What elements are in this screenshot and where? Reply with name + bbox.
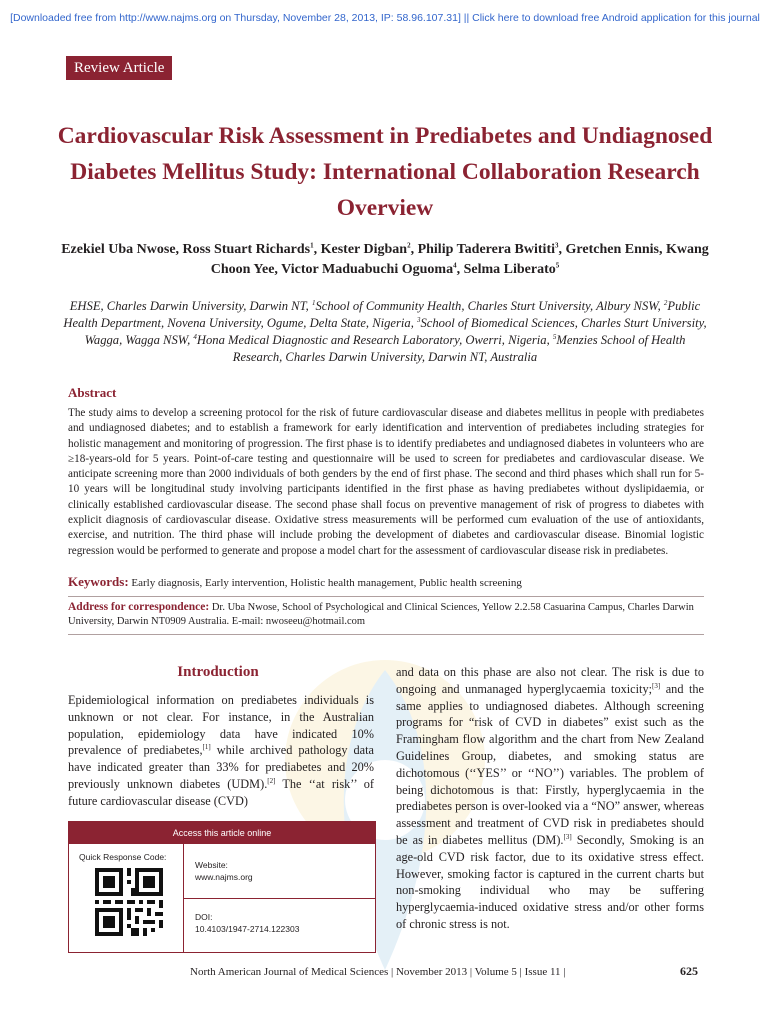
author-list <box>40 240 730 280</box>
affiliation-text: Public Health Department, Novena University, Ogume, Delta State, Nigeria, <box>63 299 701 330</box>
access-box-title: Access this article online <box>69 822 375 844</box>
author-text: , Philip Taderera Bwititi <box>410 242 556 257</box>
article-type-badge: Review Article <box>66 56 172 80</box>
affiliation-text: EHSE, Charles Darwin University, Darwin NT, <box>69 299 312 313</box>
citation[interactable]: [2] <box>267 776 276 785</box>
affiliations <box>60 298 710 366</box>
intro-text: and the same applies to undiagnosed diabetes. Although screening programs for “risk of CVD in diabetes” exist such as the Framingham flow algorithm and the chart from New Zealand Guidelines Group, diabetes, and smoking status are dichotomous (‘‘YES’’ or ‘‘NO’’) variables. The problem of being dichotomous is that: Firstly, hyperglycaemia in the prediabetes person is over-looked via a “NO” answer, whereas assessment and treatment of CVD risk in prediabetes should be as in diabetes mellitus (DM). <box>396 681 704 847</box>
author-affil-mark: 2 <box>407 241 411 250</box>
divider <box>68 634 704 635</box>
citation[interactable]: [3] <box>652 681 661 690</box>
intro-text: Epidemiological information on prediabetes individuals is unknown or not clear. For instance, in the Australian population, epidemiology data have indicated 10% prevalence of prediabetes, <box>68 693 374 758</box>
qr-code-icon <box>95 868 163 936</box>
website-link[interactable]: www.najms.org <box>195 872 253 882</box>
author-affil-mark: 3 <box>555 241 559 250</box>
author-text: Ezekiel Uba Nwose, Ross Stuart Richards <box>61 242 311 257</box>
affiliation-mark: 3 <box>417 315 421 324</box>
intro-text: while archived pathology data have indicated greater than 33% for prediabetes and 20% previously unknown diabetes (UDM). <box>68 743 374 791</box>
page-number: 625 <box>680 964 698 978</box>
introduction-heading: Introduction <box>177 664 259 680</box>
keywords <box>68 574 708 590</box>
intro-text: Secondly, Smoking is an age-old CVD risk factor, due to its oxidative stress effect. However, smoking factor is captured in the current charts but non-smoking individual who may be suffering hyperglycaemia-induced oxidative stress and/or other forms of chronic stress is not. <box>396 832 705 931</box>
qr-code[interactable] <box>95 868 163 936</box>
correspondence-address <box>68 600 704 629</box>
correspondence-label: Address for correspondence: <box>68 601 210 613</box>
qr-label: Quick Response Code: <box>79 852 167 862</box>
abstract-body: The study aims to develop a screening protocol for the risk of future cardiovascular disease and diabetes mellitus in people with prediabetes and undiagnosed diabetes; and to establish a framework for early identification and intervention of prediabetes including strategies for holistic management and monitoring of progression. The first phase is to identify prediabetes and undiagnosed diabetes in volunteers who are ≥18-years-old for 5 years. Point-of-care testing and questionnaire will be used to screen for prediabetes and cardiovascular disease. We anticipate screening more than 2000 individuals of both genders by the end of first phase. The second and third phases which shall run for 5-10 years will be longitudinal study involving participants identified in the first phase as having prediabetes without dyslipidaemia, or clinically established cardiovascular disease. The second phase shall focus on preventive management of risk of progress to diabetes with explicit diagnosis of cardiovascular disease. Oxidative stress measurements will be performed cum evaluation of the use of antioxidants, exercise, and nutrition. The third phase will include probing the development of diabetes and cardiovascular disease. Binomial logistic regression would be performed to generate and propose a model chart for the assessment of cardiovascular disease risk in prediabetes. <box>68 407 704 557</box>
citation[interactable]: [1] <box>202 743 211 752</box>
affiliation-text: Hona Medical Diagnostic and Research Laboratory, Owerri, Nigeria, <box>196 333 553 347</box>
author-affil-mark: 4 <box>453 261 457 270</box>
divider <box>68 596 704 597</box>
citation[interactable]: [3] <box>563 832 572 841</box>
affiliation-mark: 1 <box>311 298 316 307</box>
doi-link[interactable]: 10.4103/1947-2714.122303 <box>195 924 300 934</box>
affiliation-mark: 2 <box>663 298 668 307</box>
author-text: , Gretchen Ennis, Kwang Choon Yee, Victor Maduabuchi Oguoma <box>210 242 709 277</box>
author-affil-mark: 1 <box>310 241 314 250</box>
correspondence-text: Dr. Uba Nwose, School of Psychological and Clinical Sciences, Yellow 2.2.58 Casuarina Campus, Charles Darwin University, Darwin NT0909 Australia. E-mail: nwoseeu@hotmail.com <box>68 602 694 627</box>
doi-label: DOI: <box>195 912 213 922</box>
intro-left-column <box>68 692 374 810</box>
website-label: Website: <box>195 860 228 870</box>
download-banner[interactable]: [Downloaded free from http://www.najms.org on Thursday, November 28, 2013, IP: 58.96.107.31] || Click here to download free Android application for this journal <box>10 12 760 24</box>
affiliation-mark: 4 <box>193 332 197 341</box>
affiliation-text: School of Community Health, Charles Sturt University, Albury NSW, <box>315 299 664 313</box>
keywords-text: Early diagnosis, Early intervention, Holistic health management, Public health screening <box>128 577 522 589</box>
affiliation-text: Menzies School of Health Research, Charles Darwin University, Darwin NT, Australia <box>232 333 686 364</box>
author-text: , Selma Liberato <box>456 262 556 277</box>
journal-footer: North American Journal of Medical Sciences | November 2013 | Volume 5 | Issue 11 | <box>190 966 566 978</box>
intro-text: The ‘‘at risk’’ of future cardiovascular disease (CVD) <box>68 776 375 808</box>
author-text: , Kester Digban <box>313 242 408 257</box>
intro-right-column <box>396 664 704 933</box>
intro-text: and data on this phase are also not clear. The risk is due to ongoing and unmanaged hyperglycaemia toxicity; <box>396 665 704 696</box>
affiliation-mark: 5 <box>552 332 557 341</box>
keywords-label: Keywords: <box>68 574 129 589</box>
access-article-box <box>68 821 376 953</box>
box-divider <box>183 898 375 899</box>
paper-title: Cardiovascular Risk Assessment in Prediabetes and Undiagnosed Diabetes Mellitus Study: International Collaboration Research Overview <box>57 123 713 221</box>
affiliation-text: School of Biomedical Sciences, Charles Sturt University, Wagga, Wagga NSW, <box>84 316 707 347</box>
abstract-heading: Abstract <box>68 385 117 400</box>
author-affil-mark: 5 <box>555 261 560 270</box>
